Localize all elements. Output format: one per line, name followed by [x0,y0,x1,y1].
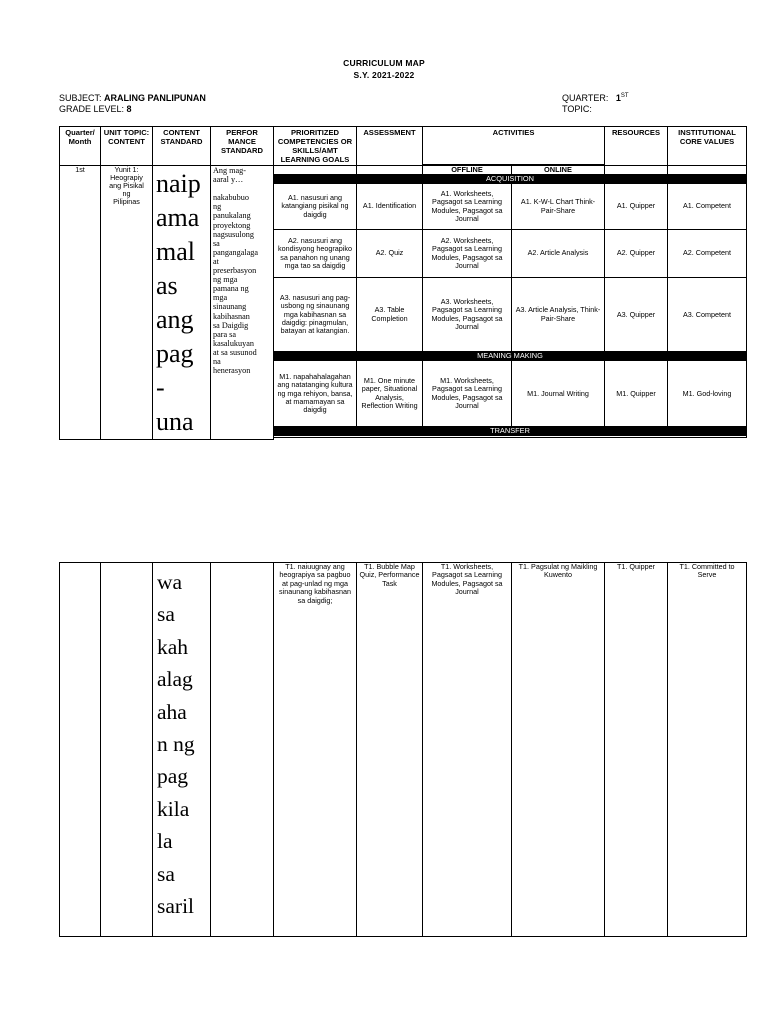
competency-cell: M1. napahahalagahan ang natatanging kultura ng mga rehiyon, bansa, at mamamayan sa daigdig [274,361,357,427]
col-performance-standard: PERFOR MANCE STANDARD [211,127,274,166]
resources-cell: A3. Quipper [605,278,668,352]
offline-activity-cell: A1. Worksheets, Pagsagot sa Learning Modules, Pagsagot sa Journal [423,184,512,230]
online-activity-cell: M1. Journal Writing [512,361,605,427]
values-cell: M1. God-loving [668,361,747,427]
offline-spacer-res [605,166,668,175]
offline-spacer-left [274,166,357,175]
topic-line [562,104,592,114]
quarter-value: 1 [615,93,621,103]
section-transfer: TRANSFER [274,427,747,436]
values-cell: A3. Competent [668,278,747,352]
col-quarter: Quarter/ Month [60,127,101,166]
offline-activity-cell: A3. Worksheets, Pagsagot sa Learning Modules, Pagsagot sa Journal [423,278,512,352]
online-activity-cell: A1. K-W-L Chart Think-Pair-Share [512,184,605,230]
subject-label: SUBJECT: [59,93,102,103]
section-acquisition: ACQUISITION [274,175,747,184]
col-activities: ACTIVITIES [423,127,605,165]
subject-line [59,93,206,103]
table-row [60,563,747,937]
offline-activity-cell: T1. Worksheets, Pagsagot sa Learning Modules, Pagsagot sa Journal [423,563,512,937]
grade-label: GRADE LEVEL: [59,104,125,114]
values-cell: A1. Competent [668,184,747,230]
content-standard-cell: naip ama mal as ang pag - una [153,166,211,440]
school-year: S.Y. 2021-2022 [353,70,415,80]
content-standard-cell-p2: wa sa kah alag aha n ng pag kila la sa saril [153,563,211,937]
assessment-cell: A3. Table Completion [357,278,423,352]
assessment-cell: A1. Identification [357,184,423,230]
subheader-offline: OFFLINE [423,166,512,175]
performance-standard-cell: Ang mag- aaral y… nakabubuo ng panukalang proyektong nagsusulong sa pangangalaga at preserbasyon ng mga pamana ng mga sinaunang kabihasnan sa Daigdig para sa kasalukuyan at sa susunod na henerasyon [211,166,274,440]
col-content-standard: CONTENT STANDARD [153,127,211,166]
doc-title: CURRICULUM MAP [343,58,425,68]
grade-line [59,104,132,114]
quarter-label: QUARTER: [562,93,609,103]
quarter-cell: 1st [60,166,101,440]
online-activity-cell: T1. Pagsulat ng Maikling Kuwento [512,563,605,937]
assessment-cell: M1. One minute paper, Situational Analysis, Reflection Writing [357,361,423,427]
subject-value: ARALING PANLIPUNAN [104,93,206,103]
offline-spacer-assess [357,166,423,175]
competency-cell: A2. nasusuri ang kondisyong heograpiko sa panahon ng unang mga tao sa daigdig [274,230,357,278]
resources-cell: T1. Quipper [605,563,668,937]
col-unit: UNIT TOPIC: CONTENT [101,127,153,166]
section-meaning-making: MEANING MAKING [274,352,747,361]
values-cell: A2. Competent [668,230,747,278]
curriculum-table-page1 [59,126,747,440]
unit-topic-cell: Yunit 1: Heograpiy ang Pisikal ng Pilipinas [101,166,153,440]
offline-activity-cell: M1. Worksheets, Pagsagot sa Learning Modules, Pagsagot sa Journal [423,361,512,427]
col-competencies: PRIORITIZED COMPETENCIES OR SKILLS/AMT LEARNING GOALS [274,127,357,166]
subheader-online: ONLINE [512,166,605,175]
competency-cell: T1. naiuugnay ang heograpiya sa pagbuo at pag-unlad ng mga sinaunang kabihasnan sa daigdig; [274,563,357,937]
grade-value: 8 [126,104,132,114]
col-core-values: INSTITUTIONAL CORE VALUES [668,127,747,166]
quarter-sup: ST [620,93,629,99]
resources-cell: A2. Quipper [605,230,668,278]
page1-bottom-spacer2 [274,438,747,440]
resources-cell: A1. Quipper [605,184,668,230]
online-activity-cell: A2. Article Analysis [512,230,605,278]
online-activity-cell: A3. Article Analysis, Think-Pair-Share [512,278,605,352]
curriculum-table-page2 [59,562,747,937]
col-assessment: ASSESSMENT [357,127,423,166]
col-resources: RESOURCES [605,127,668,166]
assessment-cell: T1. Bubble Map Quiz, Performance Task [357,563,423,937]
resources-cell: M1. Quipper [605,361,668,427]
performance-standard-cell-p2 [211,563,274,937]
values-cell: T1. Committed to Serve [668,563,747,937]
quarter-line [562,93,629,103]
assessment-cell: A2. Quiz [357,230,423,278]
offline-activity-cell: A2. Worksheets, Pagsagot sa Learning Modules, Pagsagot sa Journal [423,230,512,278]
quarter-cell-p2 [60,563,101,937]
competency-cell: A1. nasusuri ang katangiang pisikal ng daigdig [274,184,357,230]
topic-label: TOPIC: [562,104,592,114]
competency-cell: A3. nasusuri ang pag-usbong ng sinaunang mga kabihasnan sa daigdig: pinagmulan, batayan at katangian. [274,278,357,352]
unit-topic-cell-p2 [101,563,153,937]
offline-spacer-val [668,166,747,175]
